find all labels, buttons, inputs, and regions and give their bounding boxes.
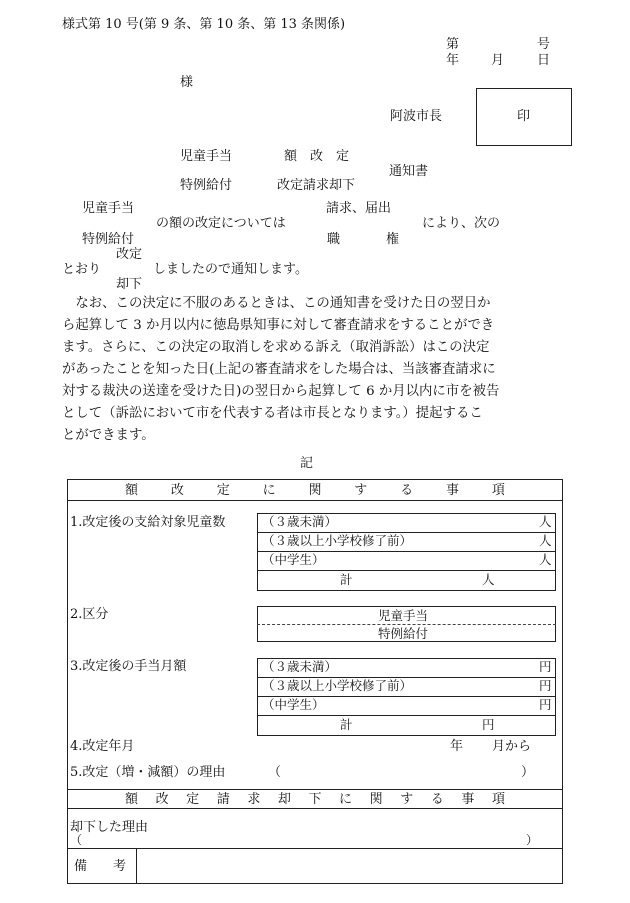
appeal-line: 対する裁決の送達を受けた日)の翌日から起算して 6 か月以内に市を被告: [62, 384, 500, 399]
intro-tail: により、次の: [422, 216, 501, 231]
item1-row-unit: 人: [539, 533, 552, 548]
item3-row-under3: （３歳未満）: [262, 659, 338, 674]
form-number: 様式第 10 号(第 9 条、第 10 条、第 13 条関係): [62, 17, 346, 32]
item3-row-unit: 円: [539, 678, 552, 693]
appeal-line: ます。さらに、この決定の取消しを求める訴え（取消訴訟）はこの決定: [62, 340, 490, 355]
section1-heading: 額 改 定 に 関 す る 事 項: [125, 483, 505, 498]
rejection-reason-label: 却下した理由: [70, 820, 149, 835]
remarks-divider: [67, 848, 563, 849]
item1-total-label: 計: [340, 572, 353, 587]
item2-dashed-divider: [257, 624, 556, 625]
appeal-line: として（訴訟において市を代表する者は市長となります。）提起するこ: [62, 406, 483, 421]
date-year: 年: [446, 53, 460, 68]
item3-total-unit: 円: [482, 717, 495, 732]
item2-label: 2.区分: [70, 607, 109, 622]
intro-middle: の額の改定については: [156, 216, 286, 231]
appeal-line: とができます。: [62, 428, 155, 443]
row-divider: [257, 570, 556, 571]
date-day: 日: [537, 53, 551, 68]
section2-top-divider: [67, 789, 563, 790]
title-notice: 通知書: [389, 164, 429, 179]
number-suffix: 号: [537, 37, 551, 52]
intro-rejection: 却下: [116, 277, 143, 292]
intro-ex-officio-1: 職: [327, 232, 341, 247]
appeal-line: があったことを知った日(上記の審査請求をした場合は、当該審査請求に: [62, 362, 496, 377]
item3-row-junior: （中学生）: [262, 697, 325, 712]
intro-child-allowance: 児童手当: [82, 201, 135, 216]
item3-total-label: 計: [340, 717, 353, 732]
item1-row-under3: （３歳未満）: [262, 514, 338, 529]
rejection-open-paren: （: [70, 833, 83, 847]
item1-row-unit: 人: [539, 552, 552, 567]
appeal-notice: [62, 293, 556, 447]
item4-label: 4.改定年月: [70, 739, 135, 754]
sender-name: 阿波市長: [390, 109, 443, 124]
title-child-allowance: 児童手当: [180, 149, 233, 164]
item1-row-primary: （３歳以上小学校修了前）: [262, 533, 413, 548]
item1-row-junior: （中学生）: [262, 552, 325, 567]
intro-request: 請求、届出: [326, 201, 392, 216]
item3-row-unit: 円: [539, 697, 552, 712]
item4-month-from: 月から: [492, 739, 532, 754]
item3-row-primary: （３歳以上小学校修了前）: [262, 678, 413, 693]
item1-label: 1.改定後の支給対象児童数: [70, 515, 226, 530]
item4-year: 年: [450, 739, 464, 754]
section2-divider: [67, 808, 563, 809]
intro-special-benefit: 特例給付: [82, 232, 135, 247]
title-special-benefit: 特例給付: [180, 178, 233, 193]
date-month: 月: [491, 53, 505, 68]
appeal-line: なお、この決定に不服のあるときは、この通知書を受けた日の翌日か: [75, 296, 491, 311]
item1-row-unit: 人: [539, 514, 552, 529]
seal-label: 印: [517, 109, 531, 124]
title-rejection: 改定請求却下: [277, 178, 356, 193]
item3-label: 3.改定後の手当月額: [70, 659, 187, 674]
item5-label: 5.改定（増・減額）の理由: [70, 765, 226, 780]
item2-option-child-allowance: 児童手当: [378, 608, 429, 623]
section2-heading: 額 改 定 請 求 却 下 に 関 す る 事 項: [125, 792, 505, 807]
section1-divider: [67, 500, 563, 501]
intro-end: しましたので通知します。: [153, 262, 308, 277]
item5-open-paren: （: [268, 765, 282, 780]
rejection-close-paren: ）: [526, 833, 539, 847]
number-label: 第: [446, 37, 460, 52]
intro-lead: とおり: [62, 262, 102, 277]
row-divider: [257, 715, 556, 716]
item2-option-special-benefit: 特例給付: [378, 626, 429, 641]
remarks-column-divider: [136, 848, 137, 884]
title-amount-revision: 額 改 定: [284, 149, 350, 164]
item3-row-unit: 円: [539, 659, 552, 674]
item5-close-paren: ）: [521, 765, 535, 780]
remarks-label: 備 考: [74, 859, 127, 874]
recipient-suffix: 様: [180, 75, 194, 90]
intro-ex-officio-2: 権: [386, 232, 400, 247]
appeal-line: ら起算して 3 か月以内に徳島県知事に対して審査請求をすることができ: [62, 318, 495, 333]
intro-revision: 改定: [116, 247, 143, 262]
item1-total-unit: 人: [482, 572, 495, 587]
ki-label: 記: [300, 456, 314, 471]
